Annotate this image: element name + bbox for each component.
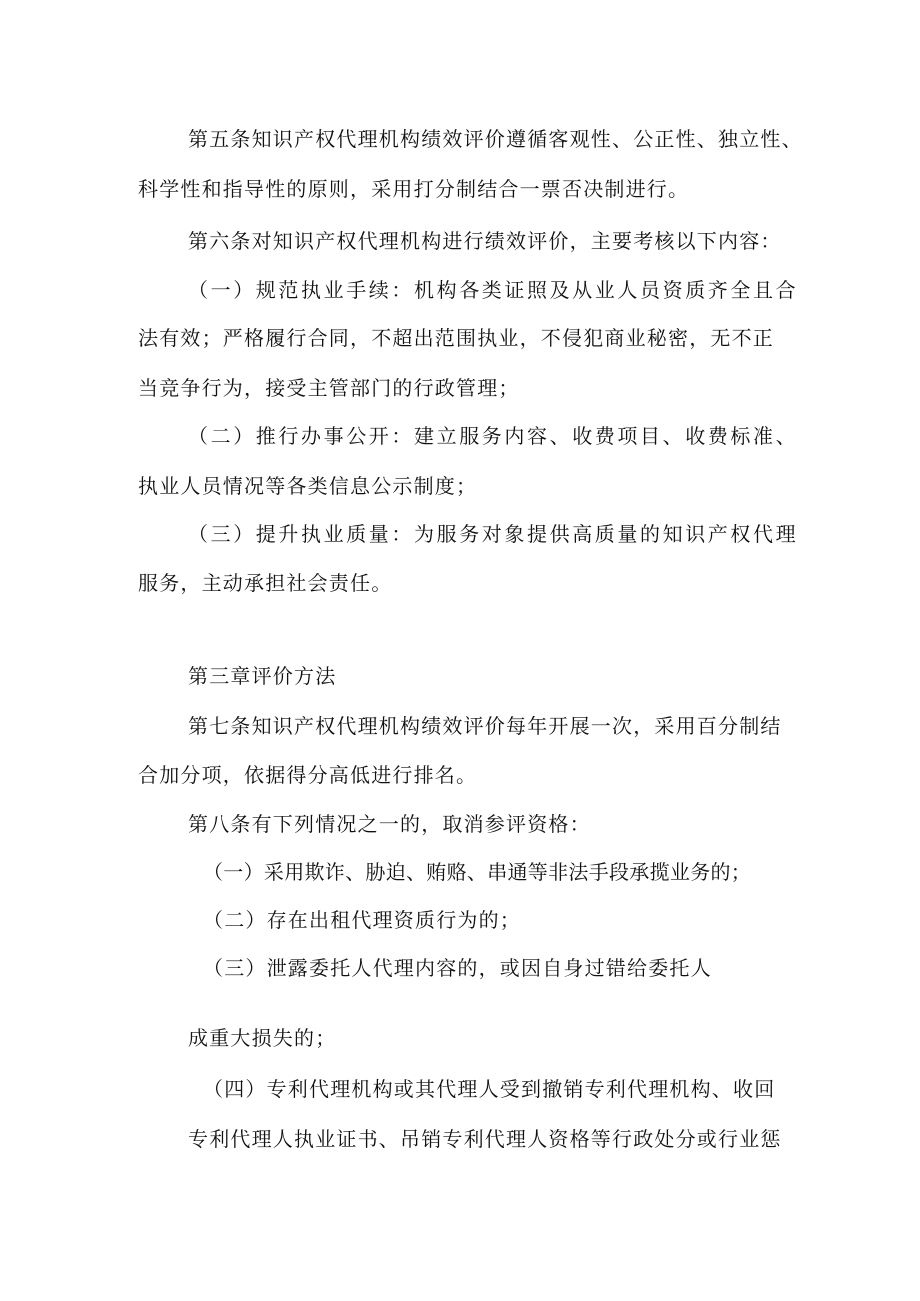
text-line: 合加分项，依据得分高低进行排名。	[138, 763, 478, 787]
chapter-heading: 第三章评价方法	[188, 664, 337, 688]
text-line: 成重大损失的；	[188, 1026, 337, 1050]
text-line: 科学性和指导性的原则，采用打分制结合一票否决制进行。	[138, 177, 690, 201]
text-line: （三）泄露委托人代理内容的，或因自身过错给委托人	[203, 956, 712, 980]
text-line: 第五条知识产权代理机构绩效评价遵循客观性、公正性、独立性、	[188, 127, 803, 151]
text-line: 当竞争行为，接受主管部门的行政管理；	[138, 376, 520, 400]
text-line: 第七条知识产权代理机构绩效评价每年开展一次，采用百分制结	[188, 714, 782, 738]
text-line: （一）采用欺诈、胁迫、贿赂、串通等非法手段承揽业务的；	[203, 860, 752, 884]
text-line: （三）提升执业质量：为服务对象提供高质量的知识产权代理	[188, 522, 799, 546]
text-line: （二）推行办事公开：建立服务内容、收费项目、收费标准、	[188, 424, 799, 448]
text-line: （四）专利代理机构或其代理人受到撤销专利代理机构、收回	[203, 1077, 776, 1101]
text-line: 第六条对知识产权代理机构进行绩效评价，主要考核以下内容：	[188, 229, 782, 253]
text-line: 服务，主动承担社会责任。	[138, 571, 393, 595]
text-line: 法有效；严格履行合同，不超出范围执业，不侵犯商业秘密，无不正	[138, 326, 774, 350]
text-line: 第八条有下列情况之一的，取消参评资格：	[188, 812, 591, 836]
text-line: （二）存在出租代理资质行为的；	[203, 908, 521, 932]
text-line: 执业人员情况等各类信息公示制度；	[138, 474, 478, 498]
text-line: 专利代理人执业证书、吊销专利代理人资格等行政处分或行业惩	[188, 1127, 782, 1151]
text-line: （一）规范执业手续：机构各类证照及从业人员资质齐全且合	[188, 278, 799, 302]
